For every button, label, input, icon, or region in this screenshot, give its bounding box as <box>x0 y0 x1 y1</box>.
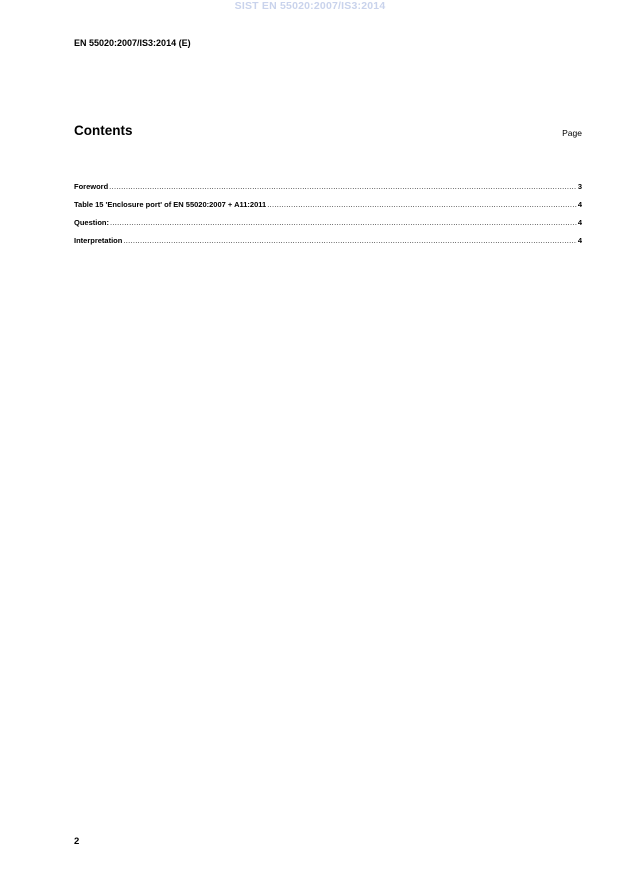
toc-entry-title[interactable]: Foreword <box>74 182 109 191</box>
page-number: 2 <box>74 836 80 847</box>
table-of-contents <box>74 180 582 252</box>
toc-entry-page[interactable]: 4 <box>577 218 582 227</box>
dot-leader <box>267 198 577 212</box>
watermark-text: SIST EN 55020:2007/IS3:2014 <box>234 0 386 12</box>
document-identifier: EN 55020:2007/IS3:2014 (E) <box>74 38 191 48</box>
toc-entry-table-15[interactable] <box>74 198 582 216</box>
toc-entry-title[interactable]: Table 15 'Enclosure port' of EN 55020:2007 + A11:2011 <box>74 200 267 209</box>
page-column-label: Page <box>562 128 582 138</box>
toc-entry-interpretation[interactable] <box>74 234 582 252</box>
dot-leader <box>123 234 576 248</box>
toc-entry-title[interactable]: Question: <box>74 218 109 227</box>
toc-entry-page[interactable]: 4 <box>577 236 582 245</box>
dot-leader <box>110 216 577 230</box>
toc-entry-foreword[interactable] <box>74 180 582 198</box>
toc-entry-question[interactable] <box>74 216 582 234</box>
toc-entry-page[interactable]: 3 <box>577 182 582 191</box>
toc-entry-page[interactable]: 4 <box>577 200 582 209</box>
contents-heading: Contents <box>74 123 133 138</box>
toc-entry-title[interactable]: Interpretation <box>74 236 123 245</box>
dot-leader <box>109 180 577 194</box>
